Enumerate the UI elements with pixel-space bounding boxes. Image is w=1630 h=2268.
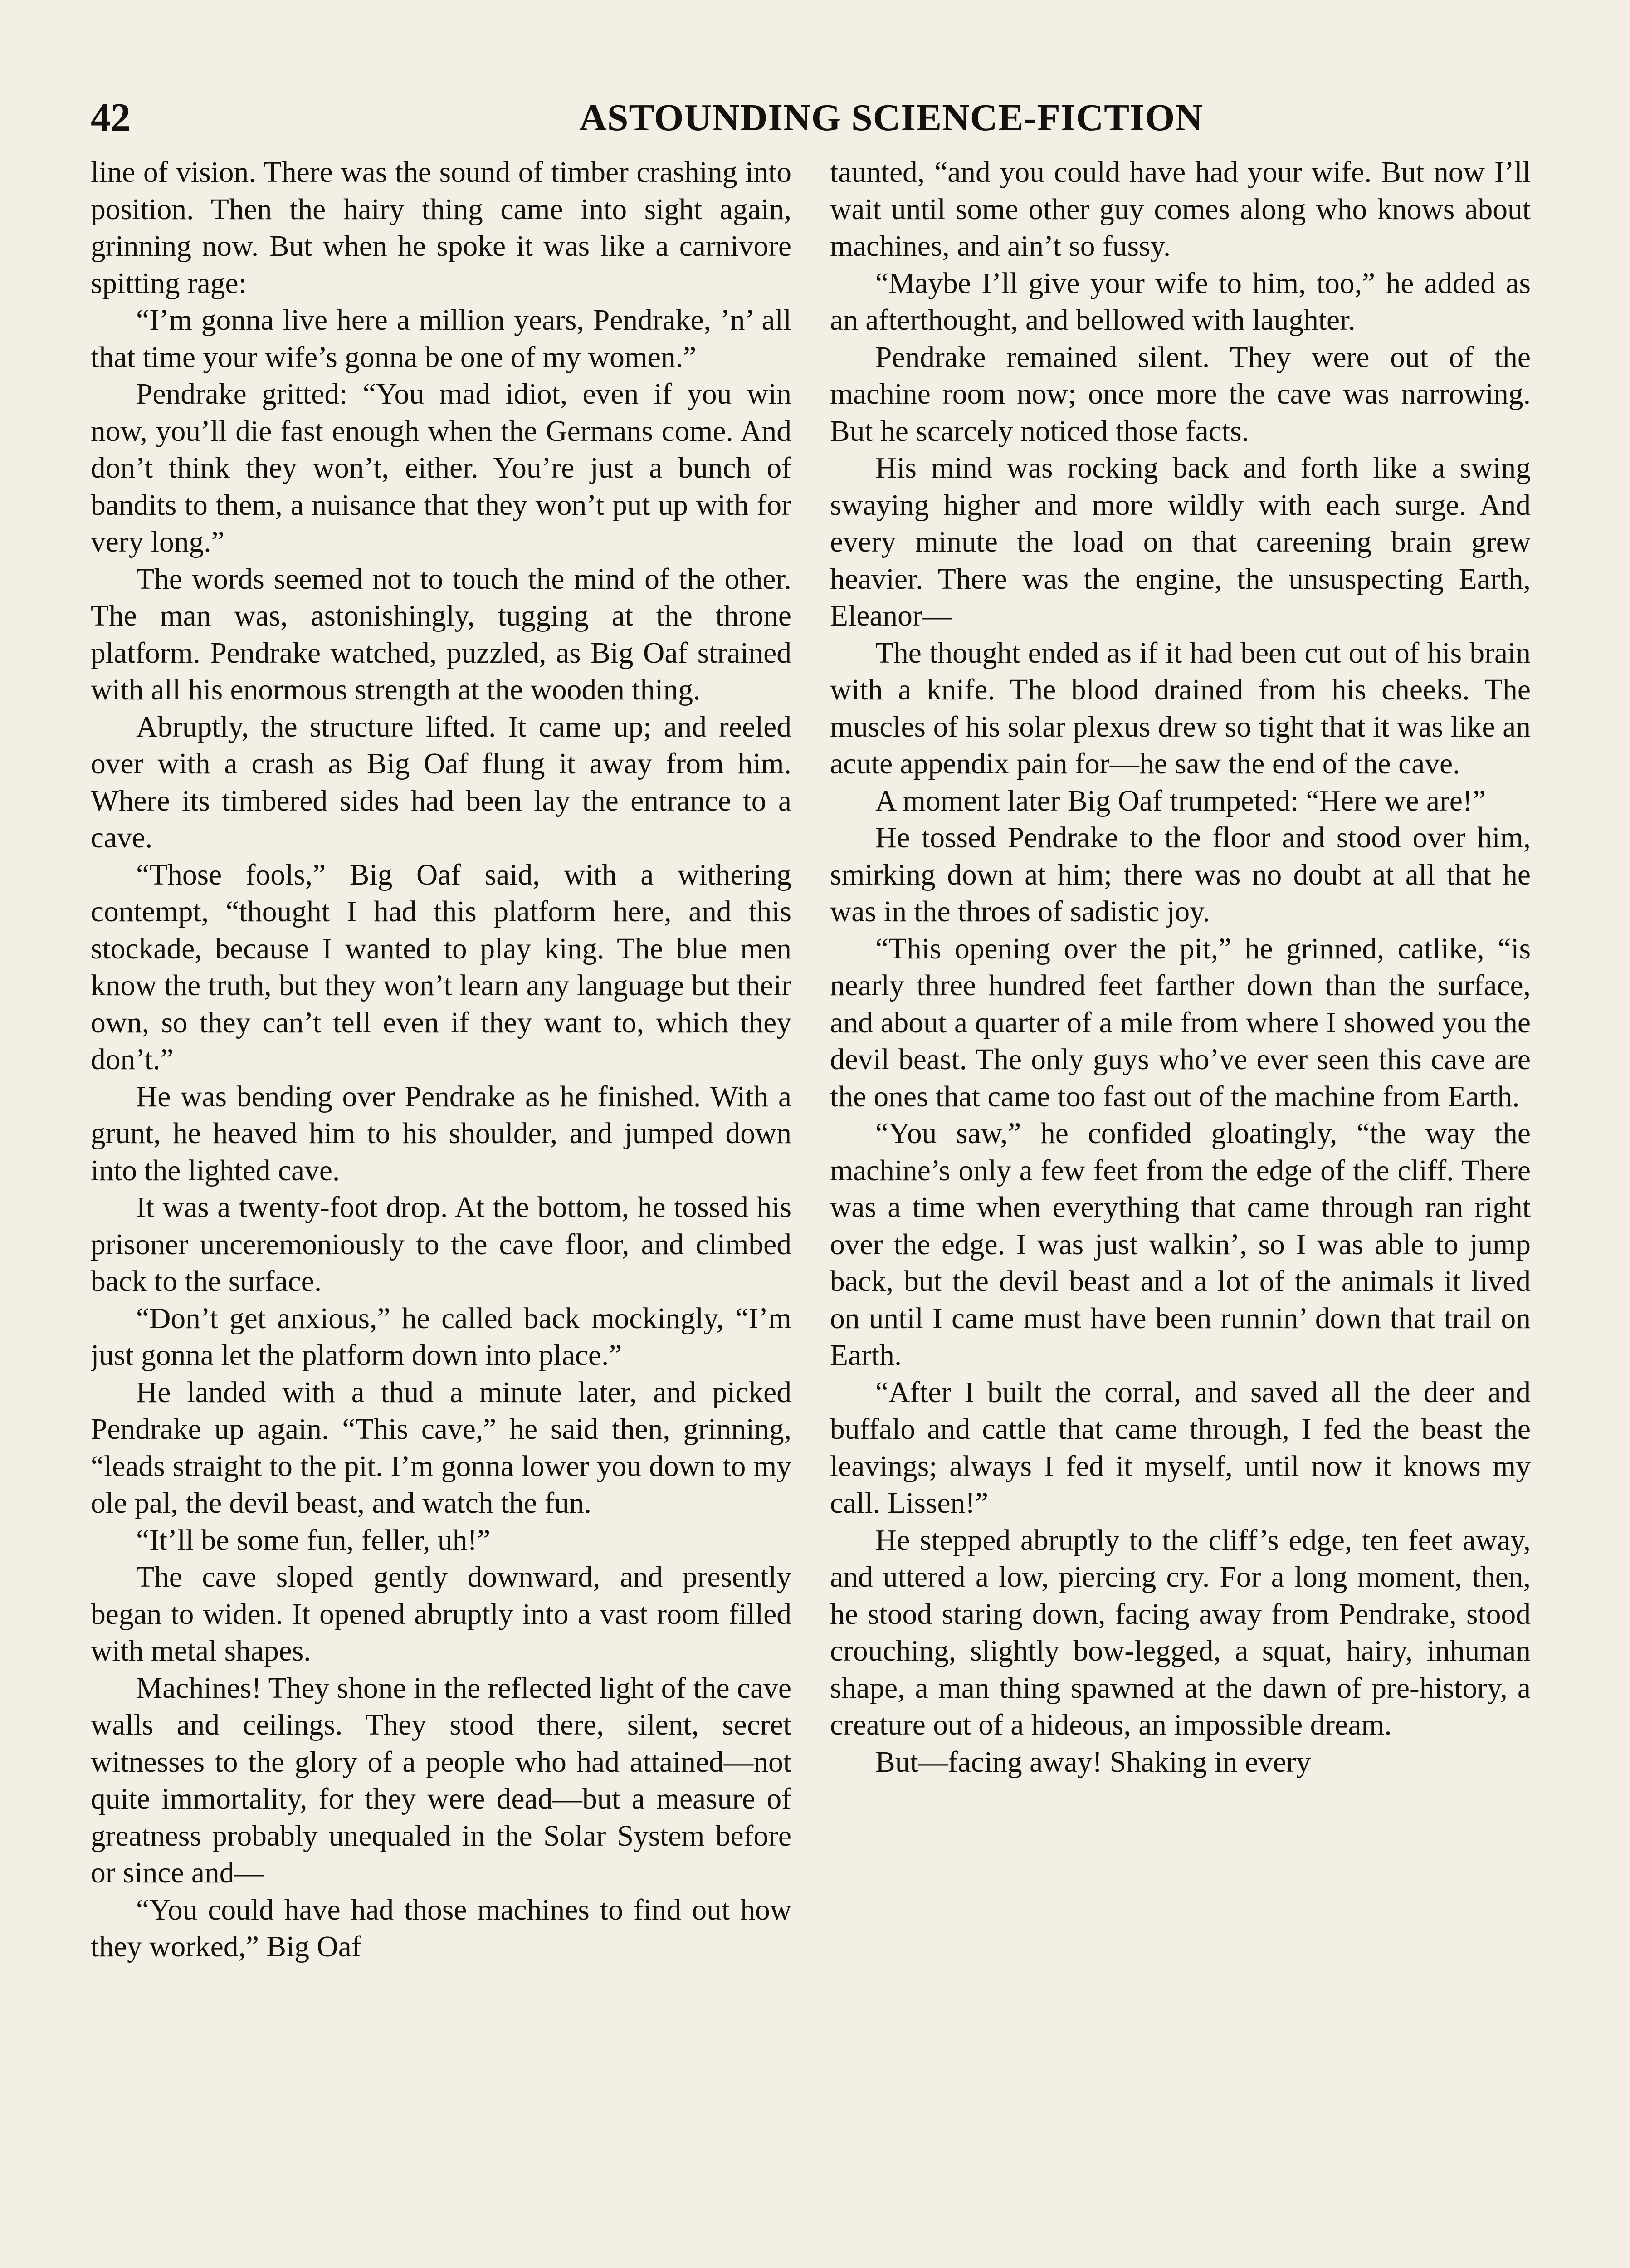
running-head: ASTOUNDING SCIENCE-FICTION <box>579 97 1203 139</box>
paragraph: “This opening over the pit,” he grinned, catlike, “is nearly three hundred feet farther down than the surface, and about a quarter of a mile from where I showed you the devil beast. The only guys who’ve ever seen this cave are the ones that came too fast out of the machine from Earth. <box>830 932 1531 1113</box>
paragraph: It was a twenty-foot drop. At the bottom, he tossed his prisoner unceremoniously to the cave floor, and climbed back to the surface. <box>91 1191 791 1298</box>
paragraph: Machines! They shone in the reflected light of the cave walls and ceilings. They stood there, silent, secret witnesses to the glory of a people who had attained—not quite immortality, for they were dead—but a measure of greatness probably unequaled in the Solar System before or since and— <box>91 1672 791 1889</box>
paragraph: The thought ended as if it had been cut out of his brain with a knife. The blood drained from his cheeks. The muscles of his solar plexus drew so tight that it was like an acute appendix pain for—he saw the end of the cave. <box>830 636 1531 780</box>
text-column-left <box>91 154 791 2268</box>
paragraph: A moment later Big Oaf trumpeted: “Here we are!” <box>875 784 1486 817</box>
paragraph: But—facing away! Shaking in every <box>875 1745 1311 1779</box>
paragraph: line of vision. There was the sound of timber crashing into position. Then the hairy thing came into sight again, grinning now. But when he spoke it was like a carnivore spitting rage: <box>91 156 791 300</box>
paragraph: taunted, “and you could have had your wife. But now I’ll wait until some other guy comes along who knows about machines, and ain’t so fussy. <box>830 156 1531 263</box>
text-column-right <box>830 154 1531 2268</box>
paragraph: “You saw,” he confided gloatingly, “the way the machine’s only a few feet from the edge of the cliff. There was a time when everything that came through ran right over the edge. I was just walkin’, so I was able to jump back, but the devil beast and a lot of the animals it lived on until I came must have been runnin’ down that trail on Earth. <box>830 1117 1531 1372</box>
paragraph: “Don’t get anxious,” he called back mockingly, “I’m just gonna let the platform down into place.” <box>91 1302 791 1372</box>
paragraph: “After I built the corral, and saved all the deer and buffalo and cattle that came through, I fed the beast the leavings; always I fed it myself, until now it knows my call. Lissen!” <box>830 1376 1531 1520</box>
paragraph: “Maybe I’ll give your wife to him, too,” he added as an afterthought, and bellowed with laughter. <box>830 267 1531 337</box>
page-header <box>91 86 1533 150</box>
paragraph: “It’ll be some fun, feller, uh!” <box>136 1524 491 1557</box>
paragraph: The words seemed not to touch the mind of the other. The man was, astonishingly, tugging at the throne platform. Pendrake watched, puzzled, as Big Oaf strained with all his enormous strength at the wooden thing. <box>91 562 791 706</box>
paragraph: He tossed Pendrake to the floor and stood over him, smirking down at him; there was no doubt at all that he was in the throes of sadistic joy. <box>830 821 1531 928</box>
paragraph: His mind was rocking back and forth like a swing swaying higher and more wildly with each surge. And every minute the load on that careening brain grew heavier. There was the engine, the unsuspecting Earth, Eleanor— <box>830 452 1531 632</box>
paragraph: “I’m gonna live here a million years, Pendrake, ’n’ all that time your wife’s gonna be one of my women.” <box>91 304 791 374</box>
paragraph: He landed with a thud a minute later, and picked Pendrake up again. “This cave,” he said then, grinning, “leads straight to the pit. I’m gonna lower you down to my ole pal, the devil beast, and watch the fun. <box>91 1376 791 1520</box>
paragraph: Pendrake remained silent. They were out of the machine room now; once more the cave was narrowing. But he scarcely noticed those facts. <box>830 341 1531 448</box>
paragraph: The cave sloped gently downward, and presently began to widen. It opened abruptly into a vast room filled with metal shapes. <box>91 1561 791 1667</box>
paragraph: Pendrake gritted: “You mad idiot, even if you win now, you’ll die fast enough when the Germans come. And don’t think they won’t, either. You’re just a bunch of bandits to them, a nuisance that they won’t put up with for very long.” <box>91 378 791 558</box>
paragraph: Abruptly, the structure lifted. It came up; and reeled over with a crash as Big Oaf flung it away from him. Where its timbered sides had been lay the entrance to a cave. <box>91 710 791 854</box>
page-number: 42 <box>91 96 131 140</box>
paragraph: “Those fools,” Big Oaf said, with a withering contempt, “thought I had this platform here, and this stockade, because I wanted to play king. The blue men know the truth, but they won’t learn any language but their own, so they can’t tell even if they want to, which they don’t.” <box>91 858 791 1076</box>
paragraph: “You could have had those machines to find out how they worked,” Big Oaf <box>91 1893 791 1963</box>
paragraph: He was bending over Pendrake as he finished. With a grunt, he heaved him to his shoulder, and jumped down into the lighted cave. <box>91 1080 791 1187</box>
paragraph: He stepped abruptly to the cliff’s edge, ten feet away, and uttered a low, piercing cry. For a long moment, then, he stood staring down, facing away from Pendrake, stood crouching, slightly bow-legged, a squat, hairy, inhuman shape, a man thing spawned at the dawn of pre-history, a creature out of a hideous, an impossible dream. <box>830 1524 1531 1741</box>
